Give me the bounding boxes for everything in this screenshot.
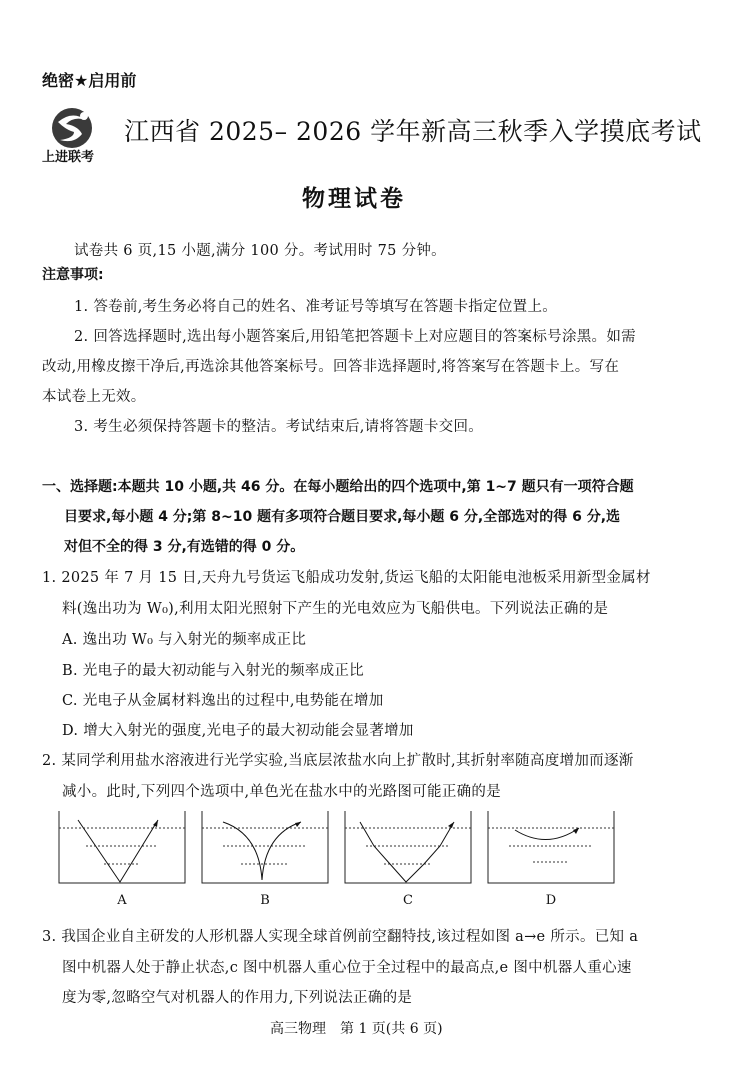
exam-title: 江西省 2025– 2026 学年新高三秋季入学摸底考试 [124,117,702,146]
light-path-diagram-b [201,810,329,884]
logo-text: 上进联考 [42,150,95,165]
light-path-diagram-a [58,810,186,884]
notice-heading: 注意事项: [42,267,104,283]
option-b: B. 光电子的最大初动能与入射光的频率成正比 [62,663,364,679]
question-stem: 1. 2025 年 7 月 15 日,天舟九号货运飞船成功发射,货运飞船的太阳能电池板采用新型金属材 [42,570,651,586]
question-stem: 料(逸出功为 W₀),利用太阳光照射下产生的光电效应为飞船供电。下列说法正确的是 [62,601,609,617]
notice-item: 3. 考生必须保持答题卡的整洁。考试结束后,请将答题卡交回。 [74,419,484,435]
notice-item: 本试卷上无效。 [42,389,146,405]
diagram-label-c: C [403,893,413,908]
option-c: C. 光电子从金属材料逸出的过程中,电势能在增加 [62,693,384,709]
diagram-label-a: A [117,893,127,908]
page-footer: 高三物理 第 1 页(共 6 页) [270,1021,443,1037]
option-a: A. 逸出功 W₀ 与入射光的频率成正比 [62,632,307,648]
notice-item: 2. 回答选择题时,选出每小题答案后,用铅笔把答题卡上对应题目的答案标号涂黑。如需 [74,329,636,345]
publisher-logo [44,104,104,168]
question-stem: 减小。此时,下列四个选项中,单色光在盐水中的光路图可能正确的是 [62,784,502,800]
question-stem: 2. 某同学利用盐水溶液进行光学实验,当底层浓盐水向上扩散时,其折射率随高度增加而逐渐 [42,753,634,769]
section-heading: 目要求,每小题 4 分;第 8~10 题有多项符合题目要求,每小题 6 分,全部选对的得 6 分,选 [64,509,621,525]
diagram-label-b: B [260,893,270,908]
subject-title: 物理试卷 [302,186,406,212]
light-path-diagram-c [344,810,472,884]
section-heading: 对但不全的得 3 分,有选错的得 0 分。 [64,539,305,555]
exam-info: 试卷共 6 页,15 小题,满分 100 分。考试用时 75 分钟。 [74,243,446,259]
question-stem: 3. 我国企业自主研发的人形机器人实现全球首例前空翻特技,该过程如图 a→e 所示。已知 a [42,929,639,945]
question-stem: 度为零,忽略空气对机器人的作用力,下列说法正确的是 [62,990,413,1006]
notice-item: 改动,用橡皮擦干净后,再选涂其他答案标号。回答非选择题时,将答案写在答题卡上。写在 [42,359,620,375]
light-path-diagram-d [487,810,615,884]
option-d: D. 增大入射光的强度,光电子的最大初动能会显著增加 [62,723,414,739]
diagram-label-d: D [545,893,557,908]
notice-item: 1. 答卷前,考生务必将自己的姓名、准考证号等填写在答题卡指定位置上。 [74,299,558,315]
question-stem: 图中机器人处于静止状态,c 图中机器人重心位于全过程中的最高点,e 图中机器人重心速 [62,960,632,976]
confidential-label: 绝密★启用前 [42,71,137,90]
section-heading: 一、选择题:本题共 10 小题,共 46 分。在每小题给出的四个选项中,第 1~7 题只有一项符合题 [42,479,634,495]
